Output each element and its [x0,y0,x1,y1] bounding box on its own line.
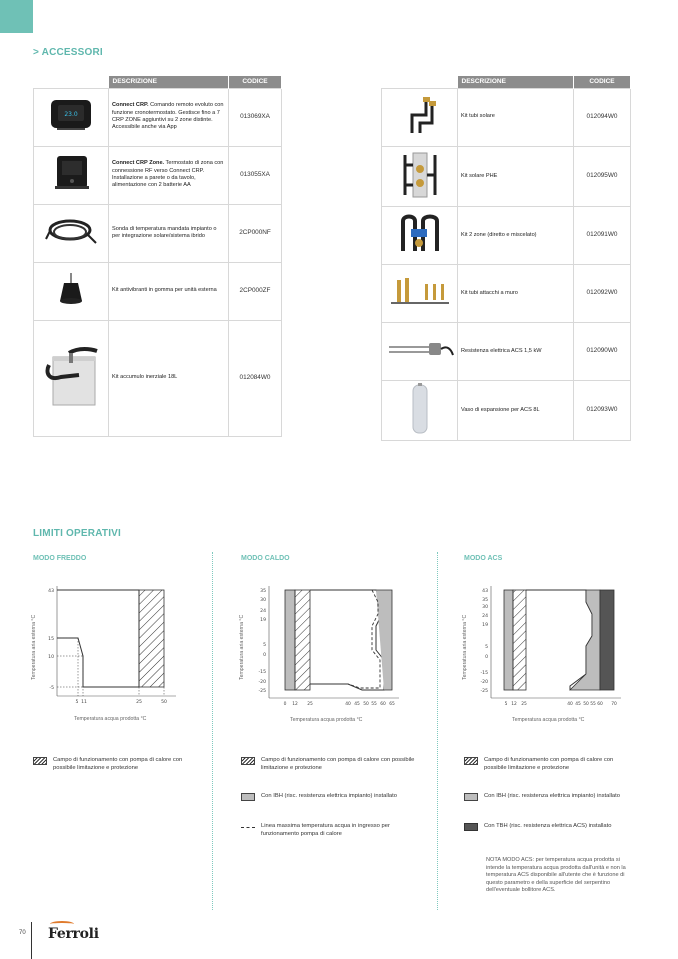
tick-label: -15 [480,671,488,676]
region-hatch [139,590,164,687]
table-row: Kit solare PHE 012095W0 [382,146,631,206]
tick-label: 25 [307,702,313,707]
grey-swatch [241,793,255,801]
tick-label: 15 [48,637,54,642]
table-row: Kit tubi solare 012094W0 [382,88,631,146]
x-axis-label: Temperatura acqua prodotta °C [74,716,147,722]
solar-pipes-icon [398,93,442,137]
y-axis-label: Temperatura aria esterna °C [462,614,468,680]
electric-heater-icon [385,335,455,365]
tick-label: 55 [371,702,377,707]
header-description: DESCRIZIONE [458,76,574,88]
tick-label: 5 [263,643,266,648]
footer-divider [31,922,32,959]
table-row: Connect CRP Zone. Termostato di zona con connessione RF verso Connect CRP. Installazione a parete o da tavolo, alimentazione con 2 batterie AA 013055XA [34,146,282,204]
column-separator [437,552,438,910]
accessories-table-left [33,76,282,437]
tick-label: 45 [575,702,581,707]
tick-label: -25 [480,689,488,694]
zone-thermostat-icon [51,153,91,193]
product-code: 012095W0 [574,146,631,206]
tick-label: 5 [75,700,79,705]
header-code: CODICE [574,76,631,88]
region-hatch [513,590,526,690]
tick-label: 43 [482,589,488,594]
table-row: Kit tubi attacchi a muro 012092W0 [382,264,631,322]
header-code: CODICE [229,76,282,88]
expansion-vessel-icon [410,383,430,435]
table-row: Kit antivibranti in gomma per unità esterna 2CP000ZF [34,262,282,320]
dark-swatch [464,823,478,831]
tick-label: 60 [380,702,386,707]
tick-label: 60 [597,702,603,707]
x-axis-label: Temperatura acqua prodotta °C [290,717,363,723]
tick-label: 19 [482,623,488,628]
tick-label: 0 [263,653,266,658]
page-number: 70 [19,930,26,936]
product-code: 012094W0 [574,88,631,146]
tick-label: 10 [48,655,54,660]
table-row: Vaso di espansione per ACS 8L 012093W0 [382,380,631,440]
dashed-line-swatch [241,827,255,828]
tick-label: 40 [345,702,351,707]
product-code: 013069XA [229,88,282,146]
tick-label: 24 [482,614,488,619]
limits-title: LIMITI OPERATIVI [33,528,122,539]
product-code: 012091W0 [574,206,631,264]
solar-phe-kit-icon [395,149,445,201]
remote-control-icon [49,98,93,132]
product-code: 012093W0 [574,380,631,440]
tick-label: 55 [590,702,596,707]
tick-label: 65 [389,702,395,707]
legend-tbh: Con TBH (risc. resistenza elettrica ACS) installato [464,823,634,831]
region-hatch [295,590,310,690]
product-code: 012092W0 [574,264,631,322]
tick-label: 11 [81,700,87,705]
hatch-swatch [241,757,255,765]
mode-title-acs: MODO ACS [464,555,503,562]
y-axis-label: Temperatura aria esterna °C [239,614,245,680]
mode-title-caldo: MODO CALDO [241,555,290,562]
legend-dash: Linea massima temperatura acqua in ingresso per funzionamento pompa di calore [241,823,416,838]
region-ibh [504,590,513,690]
tick-label: -5 [49,686,54,691]
tick-label: 19 [260,618,266,623]
svg-text:23.0: 23.0 [64,111,78,119]
hatch-swatch [33,757,47,765]
legend-ibh: Con IBH (risc. resistenza elettrica impianto) installato [241,793,416,801]
tick-label: 30 [260,598,266,603]
tick-label: -20 [480,680,488,685]
tick-label: 25 [136,700,142,705]
tick-label: 40 [567,702,573,707]
product-code: 012084W0 [229,320,282,436]
tick-label: -25 [258,689,266,694]
header-description: DESCRIZIONE [109,76,229,88]
two-zone-kit-icon [395,211,445,257]
table-row: Resistenza elettrica ACS 1,5 kW 012090W0 [382,322,631,380]
acs-note: NOTA MODO ACS: per temperatura acqua prodotta si intende la temperatura acqua prodotta dall'unità e non la temperatura ACS disponibile all'utente che è funzione di questo parametro e della superficie del serpentino dell'eventuale bollitore ACS. [486,857,626,894]
tick-label: 50 [583,702,589,707]
tick-label: 43 [48,589,54,594]
brand-logo: Ferroli [48,926,99,942]
legend-hatch: Campo di funzionamento con pompa di calore con possibile limitazione e protezione [33,757,203,772]
product-code: 012090W0 [574,322,631,380]
tick-label: 45 [354,702,360,707]
tick-label: 0 [283,702,287,707]
region-ibh [285,590,295,690]
hatch-swatch [464,757,478,765]
tick-label: 0 [485,655,488,660]
chart-acs [466,580,626,712]
column-separator [212,552,213,910]
table-row: Kit accumulo inerziale 18L 012084W0 [34,320,282,436]
tick-label: 25 [521,702,527,707]
buffer-tank-icon [39,343,103,409]
tick-label: 70 [611,702,617,707]
tick-label: 5 [504,702,508,707]
tick-label: -20 [258,680,266,685]
grey-swatch [464,793,478,801]
tick-label: 35 [482,598,488,603]
tick-label: 12 [292,702,298,707]
tick-label: 35 [260,589,266,594]
x-axis-label: Temperatura acqua prodotta °C [512,717,585,723]
accessories-title: > ACCESSORI [33,47,103,58]
product-code: 2CP000ZF [229,262,282,320]
tick-label: 30 [482,605,488,610]
legend-ibh: Con IBH (risc. resistenza elettrica impianto) installato [464,793,634,801]
y-axis-label: Temperatura aria esterna °C [31,614,37,680]
anti-vibration-foot-icon [56,271,86,307]
table-row: Sonda di temperatura mandata impianto o per integrazione solare/sistema ibrido 2CP000NF [34,204,282,262]
accessories-table-right [381,76,631,441]
product-code: 2CP000NF [229,204,282,262]
wall-fittings-icon [389,274,451,310]
legend-hatch: Campo di funzionamento con pompa di calore con possibile limitazione e protezione [241,757,416,772]
tick-label: 5 [485,645,488,650]
tick-label: 50 [161,700,167,705]
tick-label: 24 [260,609,266,614]
legend-hatch: Campo di funzionamento con pompa di calore con possibile limitazione e protezione [464,757,634,772]
tick-label: -15 [258,670,266,675]
temperature-probe-icon [44,213,98,249]
table-row: Kit 2 zone (diretto e miscelato) 012091W0 [382,206,631,264]
mode-title-freddo: MODO FREDDO [33,555,87,562]
region-tbh [600,590,614,690]
product-code: 013055XA [229,146,282,204]
chart-caldo [244,580,404,712]
table-row: 23.0 Connect CRP. Comando remoto evoluto con funzione cronotermostato. Gestisce fino a 7 CRP ZONE aggiuntivi su 2 zone distinte. Accessibile anche via App 013069XA [34,88,282,146]
tick-label: 12 [511,702,517,707]
corner-tab [0,0,33,33]
chart-freddo [36,580,186,712]
tick-label: 50 [363,702,369,707]
